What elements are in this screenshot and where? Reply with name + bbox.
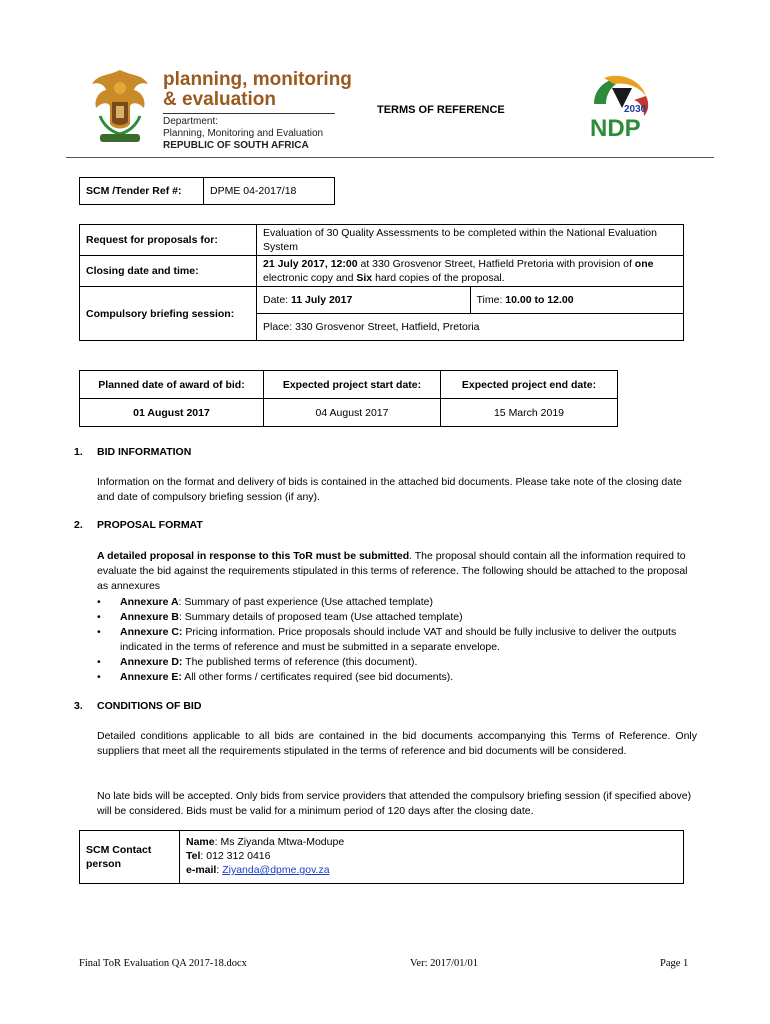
closing-value — [257, 256, 684, 287]
annexure-label: Annexure B — [120, 611, 179, 623]
end-date-label: Expected project end date: — [441, 371, 618, 399]
closing-datetime: 21 July 2017, 12:00 — [263, 258, 358, 270]
coat-of-arms-logo — [86, 66, 154, 148]
award-date-value: 01 August 2017 — [80, 399, 264, 427]
start-date-value: 04 August 2017 — [264, 399, 441, 427]
closing-label: Closing date and time: — [80, 256, 257, 287]
award-date-label: Planned date of award of bid: — [80, 371, 264, 399]
annexure-label: Annexure A — [120, 596, 179, 608]
tender-ref-value: DPME 04-2017/18 — [204, 178, 335, 205]
closing-six: Six — [356, 272, 373, 284]
annexure-label: Annexure D: — [120, 656, 183, 668]
annexure-label: Annexure E: — [120, 671, 182, 683]
dept-line1: Department: — [163, 116, 219, 127]
briefing-label: Compulsory briefing session: — [80, 287, 257, 341]
tel-value: : 012 312 0416 — [200, 850, 271, 862]
bullet-icon: • — [97, 596, 101, 608]
annexure-item — [97, 610, 697, 625]
footer-filename: Final ToR Evaluation QA 2017-18.docx — [79, 958, 247, 969]
briefing-place: Place: 330 Grosvenor Street, Hatfield, Pretoria — [257, 314, 684, 341]
briefing-time — [470, 287, 684, 314]
contact-label-line2: person — [86, 858, 122, 870]
annexure-item — [97, 625, 697, 655]
brand-title — [163, 70, 352, 110]
annexure-text: : Summary details of proposed team (Use attached template) — [178, 611, 463, 623]
brand-line2: & evaluation — [163, 89, 276, 110]
closing-one: one — [634, 258, 654, 270]
contact-details — [180, 831, 684, 884]
contact-name — [186, 835, 677, 849]
brand-divider — [163, 113, 335, 114]
section-2-title: PROPOSAL FORMAT — [97, 519, 203, 531]
briefing-date — [257, 287, 471, 314]
section-1-title: BID INFORMATION — [97, 446, 192, 458]
annexure-text: The published terms of reference (this document). — [182, 656, 418, 668]
section-3-paragraph-1: Detailed conditions applicable to all bids are contained in the bid documents accompanying this Terms of Reference. Only suppliers that meet all the requirements stipulated in the terms of reference and bid documents will be considered. — [97, 730, 697, 757]
closing-text-3: hard copies of the proposal. — [372, 272, 505, 284]
brand-line1: planning, monitoring — [163, 69, 352, 90]
contact-email — [186, 863, 677, 877]
document-title: TERMS OF REFERENCE — [377, 104, 505, 116]
bullet-icon: • — [97, 656, 101, 668]
contact-tel — [186, 849, 677, 863]
department-name — [163, 116, 323, 152]
section-1-number: 1. — [74, 446, 83, 458]
ndp-logo — [584, 74, 662, 140]
briefing-date-value: 11 July 2017 — [291, 294, 353, 306]
section-2-number: 2. — [74, 519, 83, 531]
end-date-value: 15 March 2019 — [441, 399, 618, 427]
time-prefix: Time: — [476, 294, 506, 306]
email-link[interactable]: Ziyanda@dpme.gov.za — [222, 864, 330, 876]
scm-contact-table — [79, 830, 684, 884]
closing-text-1: at 330 Grosvenor Street, Hatfield Pretoria with provision of — [357, 258, 635, 270]
closing-text-2: electronic copy and — [263, 272, 357, 284]
bullet-icon: • — [97, 611, 101, 623]
name-label: Name — [186, 836, 215, 848]
footer-version: Ver: 2017/01/01 — [410, 958, 478, 969]
project-dates-table — [79, 370, 618, 427]
section-2-paragraph — [97, 549, 697, 594]
section-3-number: 3. — [74, 700, 83, 712]
ndp-year: 2030 — [624, 104, 647, 115]
email-label: e-mail — [186, 864, 217, 876]
bullet-icon: • — [97, 671, 101, 683]
annexure-label: Annexure C: — [120, 626, 183, 638]
contact-label — [80, 831, 180, 884]
tel-label: Tel — [186, 850, 201, 862]
request-details-table — [79, 224, 684, 341]
section-2-text: . The proposal should contain all the information required to evaluate the bid against the requirements stipulated in this terms of reference. The following should be attached to the proposal as annexures — [97, 550, 688, 592]
tender-ref-table — [79, 177, 335, 205]
ndp-text: NDP — [590, 115, 641, 140]
annexure-item — [97, 670, 697, 685]
date-prefix: Date: — [263, 294, 292, 306]
annexure-text: Pricing information. Price proposals should include VAT and should be fully inclusive to deliver the outputs indicated in the terms of reference and must be submitted in a separate envelope. — [120, 626, 677, 653]
section-3-title: CONDITIONS OF BID — [97, 700, 202, 712]
annexure-item — [97, 655, 697, 670]
annexure-text: : Summary of past experience (Use attached template) — [178, 596, 433, 608]
request-label: Request for proposals for: — [80, 225, 257, 256]
section-1-paragraph: Information on the format and delivery of bids is contained in the attached bid documents. Please take note of the closing date and date of compulsory briefing session (if any). — [97, 476, 682, 503]
briefing-time-value: 10.00 to 12.00 — [505, 294, 574, 306]
contact-label-line1: SCM Contact — [86, 844, 152, 856]
annexure-item — [97, 595, 697, 610]
email-separator: : — [216, 864, 223, 876]
header-divider — [66, 157, 714, 158]
name-value: : Ms Ziyanda Mtwa-Modupe — [214, 836, 345, 848]
section-3-paragraph-2: No late bids will be accepted. Only bids from service providers that attended the compulsory briefing session (if specified above) will be considered. Bids must be valid for a minimum period of 120 days after the closing date. — [97, 790, 692, 817]
request-value: Evaluation of 30 Quality Assessments to be completed within the National Evaluation System — [257, 225, 684, 256]
annexure-text: All other forms / certificates required (see bid documents). — [181, 671, 454, 683]
dept-line3: REPUBLIC OF SOUTH AFRICA — [163, 140, 309, 151]
tender-ref-label: SCM /Tender Ref #: — [80, 178, 204, 205]
dept-line2: Planning, Monitoring and Evaluation — [163, 128, 324, 139]
bullet-icon: • — [97, 626, 101, 638]
section-2-bold: A detailed proposal in response to this ToR must be submitted — [97, 550, 410, 562]
footer-page-number: Page 1 — [660, 958, 689, 969]
start-date-label: Expected project start date: — [264, 371, 441, 399]
